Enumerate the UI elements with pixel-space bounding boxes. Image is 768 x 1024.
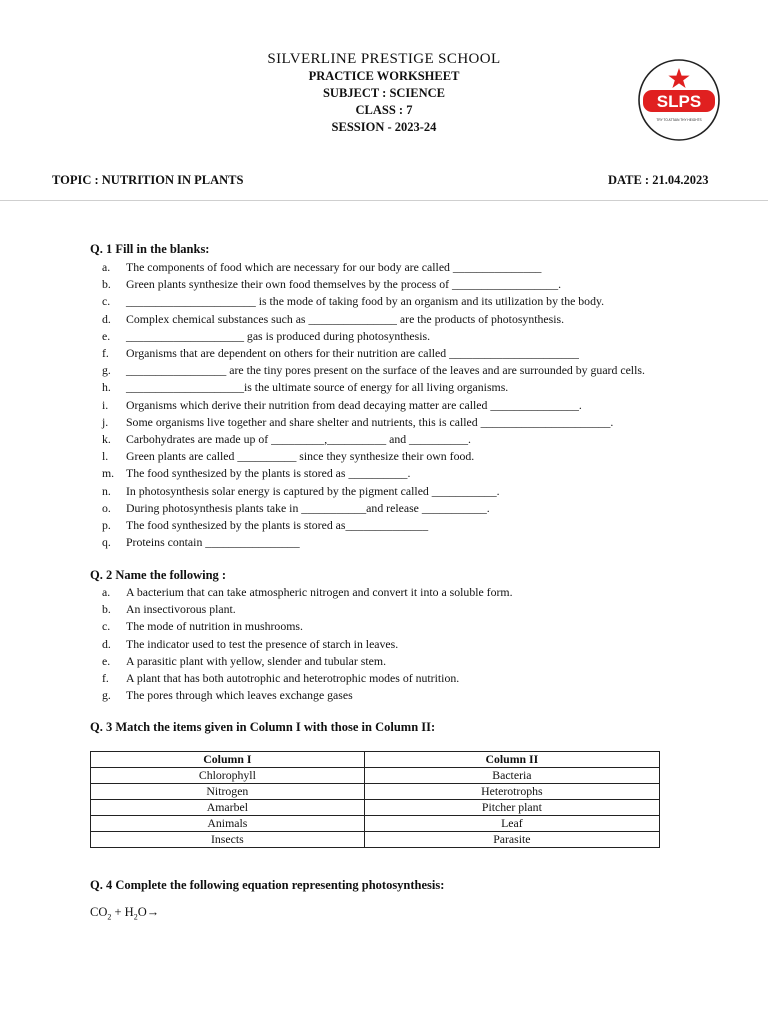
list-item: [102, 670, 513, 687]
header-divider: [0, 200, 768, 201]
list-item: [102, 362, 645, 379]
item-text: ______________________ is the mode of taking food by an organism and its utilization by the body.: [126, 294, 605, 309]
list-item: [102, 601, 513, 618]
list-item: [102, 259, 645, 276]
q2-title: Q. 2 Name the following :: [90, 568, 227, 582]
item-letter: l.: [102, 449, 109, 464]
eq-subscript: 2: [133, 912, 138, 922]
item-letter: k.: [102, 432, 111, 447]
list-item: [102, 653, 513, 670]
item-letter: c.: [102, 619, 111, 634]
table-cell: Nitrogen: [91, 784, 365, 800]
item-text: Proteins contain ________________: [126, 535, 300, 550]
eq-o: O: [137, 905, 147, 919]
q4-title: Q. 4 Complete the following equation representing photosynthesis:: [90, 878, 445, 892]
item-letter: e.: [102, 328, 111, 343]
list-item: [102, 345, 645, 362]
table-cell: Insects: [91, 832, 365, 848]
table-row: [91, 768, 660, 784]
item-letter: p.: [102, 518, 111, 533]
table-cell: Pitcher plant: [364, 800, 659, 816]
list-item: [102, 276, 645, 293]
arrow-icon: →: [146, 905, 160, 919]
item-letter: h.: [102, 380, 111, 395]
item-letter: e.: [102, 653, 111, 668]
item-letter: g.: [102, 688, 111, 703]
item-text: Some organisms live together and share shelter and nutrients, this is called ______________________.: [126, 414, 614, 429]
date-line: DATE : 21.04.2023: [608, 173, 709, 187]
item-letter: f.: [102, 671, 109, 686]
item-letter: m.: [102, 466, 115, 481]
item-text: A plant that has both autotrophic and heterotrophic modes of nutrition.: [126, 671, 460, 686]
list-item: [102, 618, 513, 635]
eq-subscript: 2: [107, 912, 112, 922]
list-item: [102, 448, 645, 465]
table-cell: Heterotrophs: [364, 784, 659, 800]
item-text: The mode of nutrition in mushrooms.: [126, 619, 303, 634]
item-text: The components of food which are necessary for our body are called _______________: [126, 260, 542, 274]
q1-list: [102, 259, 645, 551]
table-cell: Bacteria: [364, 768, 659, 784]
table-cell: Chlorophyll: [91, 768, 365, 784]
table-cell: Leaf: [364, 816, 659, 832]
item-text: Complex chemical substances such as _______________ are the products of photosynthesis.: [126, 311, 565, 326]
worksheet-title: PRACTICE WORKSHEET: [308, 69, 460, 83]
match-table: [90, 751, 660, 848]
list-item: [102, 500, 645, 517]
list-item: [102, 397, 645, 414]
logo-motto: TRY TO ATTAIN THY HEIGHTS: [656, 118, 702, 122]
logo-text: SLPS: [656, 92, 702, 111]
table-header-row: [91, 752, 660, 768]
item-text: During photosynthesis plants take in ___________and release ___________.: [126, 500, 490, 515]
item-text: The food synthesized by the plants is stored as __________.: [126, 466, 411, 481]
eq-co: CO: [90, 905, 108, 919]
school-name: SILVERLINE PRESTIGE SCHOOL: [267, 51, 501, 67]
list-item: [102, 636, 513, 653]
item-letter: d.: [102, 311, 111, 326]
table-row: [91, 784, 660, 800]
q1-title: Q. 1 Fill in the blanks:: [90, 242, 210, 256]
class-line: CLASS : 7: [355, 103, 413, 117]
school-logo: [636, 57, 722, 143]
list-item: [102, 379, 645, 396]
item-text: ____________________is the ultimate source of energy for all living organisms.: [126, 380, 509, 395]
item-text: The pores through which leaves exchange gases: [126, 688, 353, 703]
table-cell: Amarbel: [91, 800, 365, 816]
list-item: [102, 414, 645, 431]
item-letter: g.: [102, 363, 111, 378]
item-letter: b.: [102, 277, 111, 292]
item-letter: d.: [102, 636, 111, 651]
session-line: SESSION - 2023-24: [331, 120, 437, 134]
column-header: Column I: [91, 752, 365, 768]
list-item: [102, 534, 645, 551]
item-letter: i.: [102, 397, 109, 412]
item-letter: b.: [102, 602, 111, 617]
list-item: [102, 687, 513, 704]
photosynthesis-equation: [90, 905, 159, 922]
item-letter: a.: [102, 260, 111, 274]
list-item: [102, 517, 645, 534]
item-text: Green plants are called __________ since they synthesize their own food.: [126, 449, 475, 464]
item-text: Green plants synthesize their own food themselves by the process of __________________.: [126, 277, 562, 292]
item-text: _________________ are the tiny pores present on the surface of the leaves and are surrounded by guard cells.: [126, 363, 645, 378]
list-item: [102, 431, 645, 448]
item-text: Organisms that are dependent on others for their nutrition are called ______________________: [126, 346, 579, 361]
item-text: A parasitic plant with yellow, slender and tubular stem.: [126, 653, 387, 668]
table-row: [91, 800, 660, 816]
item-text: An insectivorous plant.: [126, 602, 236, 617]
q3-title: Q. 3 Match the items given in Column I with those in Column II:: [90, 720, 436, 734]
item-text: In photosynthesis solar energy is captured by the pigment called ___________.: [126, 483, 500, 498]
table-row: [91, 832, 660, 848]
item-letter: j.: [102, 414, 109, 429]
item-letter: c.: [102, 294, 111, 309]
list-item: [102, 584, 513, 601]
subject-line: SUBJECT : SCIENCE: [322, 86, 446, 100]
list-item: [102, 465, 645, 482]
item-letter: a.: [102, 585, 111, 599]
table-row: [91, 816, 660, 832]
list-item: [102, 311, 645, 328]
item-text: Carbohydrates are made up of _________,__________ and __________.: [126, 432, 471, 447]
item-text: ____________________ gas is produced during photosynthesis.: [126, 328, 431, 343]
item-letter: n.: [102, 483, 111, 498]
list-item: [102, 483, 645, 500]
item-text: The food synthesized by the plants is stored as______________: [126, 518, 429, 533]
item-letter: q.: [102, 535, 111, 550]
item-text: The indicator used to test the presence of starch in leaves.: [126, 636, 399, 651]
item-text: Organisms which derive their nutrition from dead decaying matter are called _______________.: [126, 397, 582, 412]
item-letter: o.: [102, 500, 111, 515]
table-cell: Parasite: [364, 832, 659, 848]
list-item: [102, 328, 645, 345]
item-text: A bacterium that can take atmospheric nitrogen and convert it into a soluble form.: [126, 585, 513, 599]
q2-list: [102, 584, 513, 704]
eq-plus: + H: [111, 905, 134, 919]
table-cell: Animals: [91, 816, 365, 832]
column-header: Column II: [364, 752, 659, 768]
list-item: [102, 293, 645, 310]
item-letter: f.: [102, 346, 109, 361]
topic-line: TOPIC : NUTRITION IN PLANTS: [52, 173, 244, 187]
